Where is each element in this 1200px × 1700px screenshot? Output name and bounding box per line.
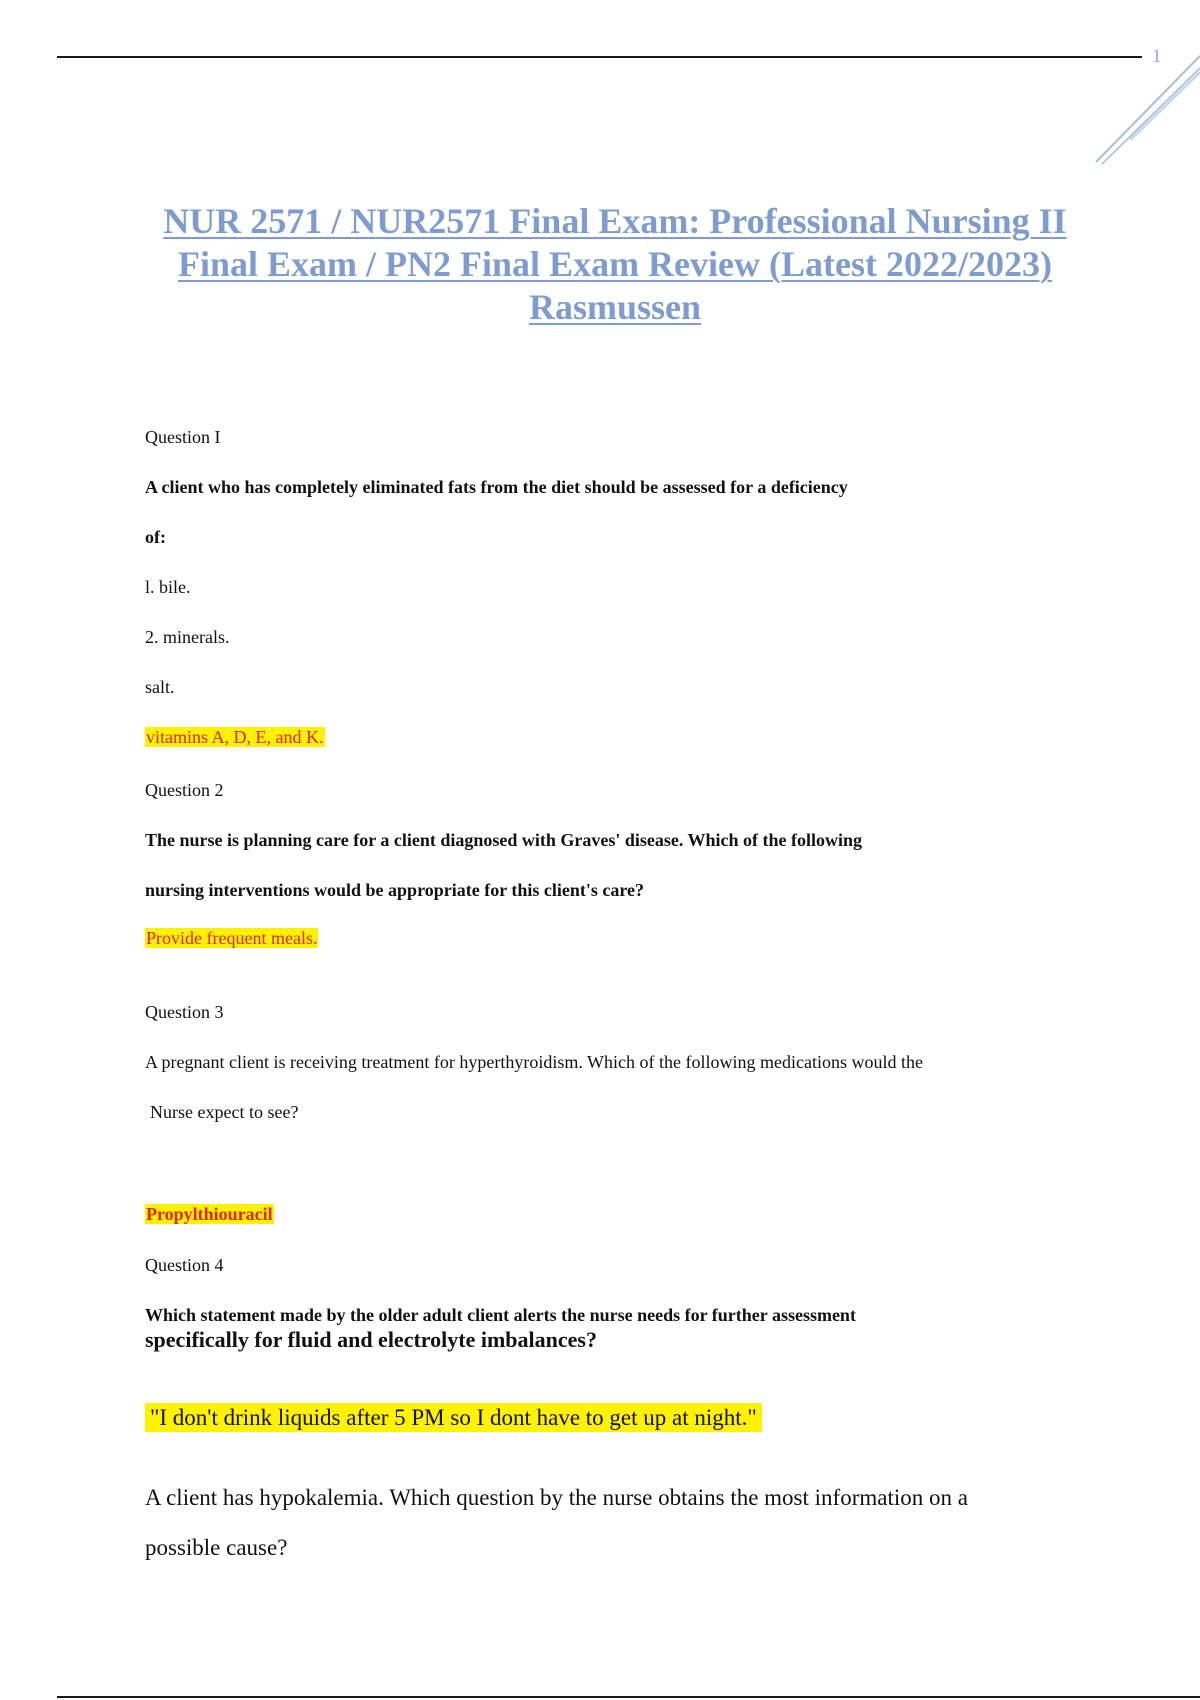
question-4-answer: [145, 1405, 762, 1431]
title-line-2: Final Exam / PN2 Final Exam Review (Latest 2022/2023): [178, 244, 1052, 284]
answer-highlight: vitamins A, D, E, and K.: [146, 727, 324, 747]
question-1-text-line-1: A client who has completely eliminated fats from the diet should be assessed for a deficiency: [145, 477, 848, 497]
answer-highlight: "I don't drink liquids after 5 PM so I dont have to get up at night.": [145, 1403, 762, 1432]
question-1-label: Question I: [145, 427, 221, 447]
question-5-text-line-1: A client has hypokalemia. Which question by the nurse obtains the most information on a: [145, 1485, 968, 1510]
question-3-answer: [145, 1204, 274, 1225]
question-1-option-1: l. bile.: [145, 577, 191, 597]
question-4-label: Question 4: [145, 1255, 224, 1275]
question-2-label: Question 2: [145, 780, 224, 800]
question-1-text-line-2: of:: [145, 527, 166, 547]
title-line-3: Rasmussen: [528, 287, 702, 327]
question-3-text-line-1: A pregnant client is receiving treatment for hyperthyroidism. Which of the following medications would the: [145, 1052, 923, 1072]
header-rule: [57, 56, 1142, 58]
corner-decoration: [1090, 50, 1200, 170]
document-title: [120, 200, 1110, 329]
question-2-text-line-1: The nurse is planning care for a client diagnosed with Graves' disease. Which of the following: [145, 830, 863, 850]
question-2-text-line-2: nursing interventions would be appropriate for this client's care?: [145, 880, 645, 900]
question-5-text-line-2: possible cause?: [145, 1535, 288, 1560]
question-1-answer: [145, 727, 325, 748]
question-3-text-line-2: Nurse expect to see?: [150, 1102, 299, 1122]
question-4-text-line-1: Which statement made by the older adult client alerts the nurse needs for further assessment: [145, 1305, 856, 1325]
page-number: 1: [1152, 46, 1162, 67]
answer-highlight: Propylthiouracil: [146, 1204, 273, 1224]
answer-highlight: Provide frequent meals.: [146, 928, 318, 948]
question-1-option-3: salt.: [145, 677, 175, 697]
title-line-1: NUR 2571 / NUR2571 Final Exam: Professional Nursing II: [163, 201, 1067, 241]
question-4-text-line-2: specifically for fluid and electrolyte imbalances?: [145, 1327, 597, 1352]
question-3-label: Question 3: [145, 1002, 224, 1022]
question-1-option-2: 2. minerals.: [145, 627, 230, 647]
footer-rule: [57, 1696, 1200, 1698]
question-2-answer: [145, 928, 318, 949]
